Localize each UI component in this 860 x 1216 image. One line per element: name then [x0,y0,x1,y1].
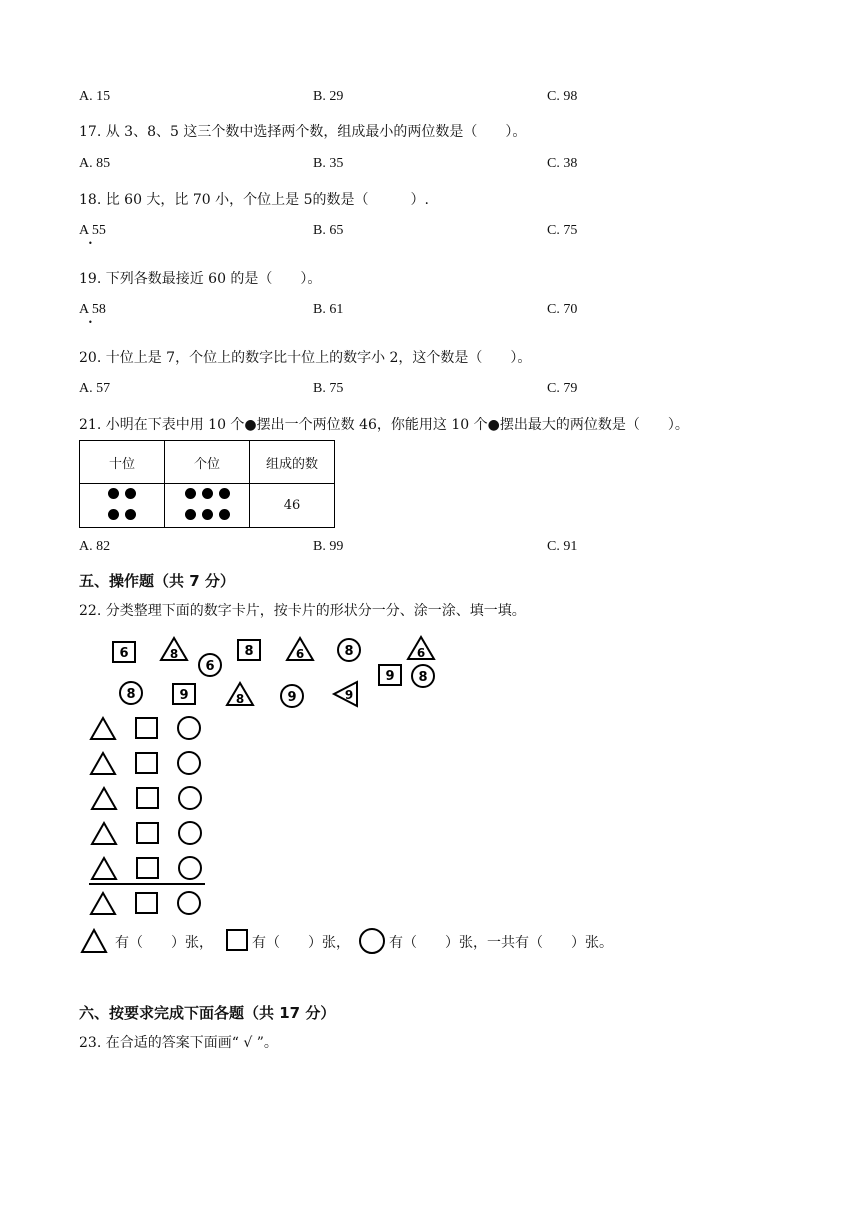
q18-text: 18. 比 60 大，比 70 小，个位上是 5的数是（ ）. [79,192,429,208]
header-ones: 个位 [165,441,250,484]
svg-text:9: 9 [385,669,395,684]
card-triangle-6 [287,638,313,661]
q21-option-b: B. 99 [313,539,344,554]
ones-dots [165,484,250,528]
number-value: 46 [250,484,335,528]
stray-dot: • [88,318,93,327]
svg-text:8: 8 [126,687,136,702]
card-triangle-8 [161,638,187,661]
grid-row [91,717,200,739]
card-square-9 [173,684,195,704]
svg-text:6: 6 [295,647,305,661]
card-circle-8 [412,665,434,687]
q21-option-a: A. 82 [79,539,111,554]
svg-text:6: 6 [416,646,426,660]
section-5-title: 五、操作题（共 7 分） [79,572,235,590]
svg-text:6: 6 [205,659,215,674]
triangle-icon [80,928,110,958]
svg-text:6: 6 [119,646,129,661]
fill-square-count: 有（ ）张， [252,935,350,951]
q18-option-c: C. 75 [547,223,578,238]
grid-row [92,857,201,879]
card-circle-8 [338,639,360,661]
svg-text:8: 8 [244,644,254,659]
svg-text:8: 8 [418,670,428,685]
grid-row [91,892,200,914]
svg-text:8: 8 [169,647,179,661]
grid-row [92,787,201,809]
svg-text:9: 9 [287,690,297,705]
svg-text:9: 9 [179,688,189,703]
q20-option-a: A. 57 [79,381,111,396]
svg-text:8: 8 [235,692,245,706]
q19-option-b: B. 61 [313,302,344,317]
fill-triangle-count: 有（ ）张， [115,935,213,951]
q16-option-a: A. 15 [79,89,111,104]
tens-dots [80,484,165,528]
card-circle-8 [120,682,142,704]
svg-text:9: 9 [344,688,354,702]
place-value-table [79,440,335,528]
card-square-6 [113,642,135,662]
q20-option-b: B. 75 [313,381,344,396]
q20-text: 20. 十位上是 7，个位上的数字比十位上的数字小 2，这个数是（ ）。 [79,350,532,366]
section-6-title: 六、按要求完成下面各题（共 17 分） [79,1004,336,1022]
card-triangle-8 [227,683,253,706]
tally-grid [85,710,225,930]
q16-option-c: C. 98 [547,89,578,104]
q18-option-a: A 55 [79,223,106,238]
q17-option-b: B. 35 [313,156,344,171]
header-number: 组成的数 [250,441,335,484]
q21-text: 21. 小明在下表中用 10 个●摆出一个两位数 46，你能用这 10 个●摆出最大的两位数是（ ）。 [79,417,689,433]
header-tens: 十位 [80,441,165,484]
fill-circle-count: 有（ ）张，一共有（ ）张。 [389,935,613,951]
q17-option-a: A. 85 [79,156,111,171]
square-icon [225,928,251,954]
q17-text: 17. 从 3、8、5 这三个数中选择两个数，组成最小的两位数是（ ）。 [79,124,527,140]
card-circle-9 [281,685,303,707]
q19-option-c: C. 70 [547,302,578,317]
q23-text: 23. 在合适的答案下面画“ √ ”。 [79,1035,278,1051]
card-square-9 [379,665,401,685]
card-triangle-left-9 [334,682,357,706]
q19-text: 19. 下列各数最接近 60 的是（ ）。 [79,271,322,287]
card-square-8 [238,640,260,660]
card-circle-6 [199,654,221,676]
circle-icon [358,927,388,957]
q21-option-c: C. 91 [547,539,578,554]
q17-option-c: C. 38 [547,156,578,171]
q16-option-b: B. 29 [313,89,344,104]
grid-row [91,752,200,774]
grid-row [92,822,201,844]
q18-option-b: B. 65 [313,223,344,238]
svg-text:8: 8 [344,644,354,659]
q20-option-c: C. 79 [547,381,578,396]
q22-text: 22. 分类整理下面的数字卡片，按卡片的形状分一分、涂一涂、填一填。 [79,603,526,619]
card-triangle-6 [408,637,434,660]
stray-dot: • [88,239,93,248]
q19-option-a: A 58 [79,302,106,317]
